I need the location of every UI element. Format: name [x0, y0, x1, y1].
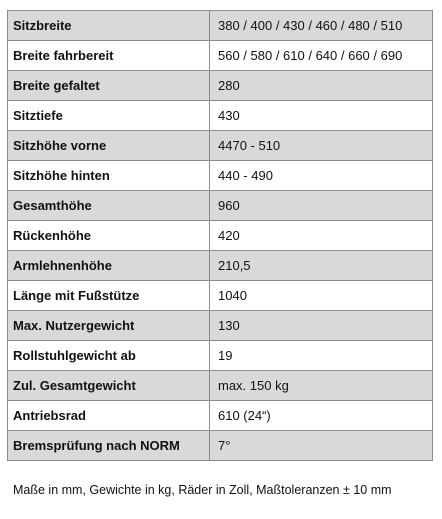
spec-value: 1040: [210, 281, 433, 311]
spec-value: 280: [210, 71, 433, 101]
spec-label: Breite fahrbereit: [8, 41, 210, 71]
spec-value: 440 - 490: [210, 161, 433, 191]
table-row: [8, 221, 433, 251]
spec-value: 560 / 580 / 610 / 640 / 660 / 690: [210, 41, 433, 71]
table-row: [8, 281, 433, 311]
table-row: [8, 191, 433, 221]
spec-value: 7°: [210, 431, 433, 461]
spec-label: Sitzhöhe vorne: [8, 131, 210, 161]
footnote: Maße in mm, Gewichte in kg, Räder in Zoll, Maßtoleranzen ± 10 mm: [13, 483, 392, 497]
table-row: [8, 251, 433, 281]
spec-value: 610 (24“): [210, 401, 433, 431]
spec-value: 430: [210, 101, 433, 131]
spec-label: Antriebsrad: [8, 401, 210, 431]
spec-label: Sitzbreite: [8, 11, 210, 41]
spec-label: Zul. Gesamtgewicht: [8, 371, 210, 401]
spec-label: Rückenhöhe: [8, 221, 210, 251]
spec-label: Sitzhöhe hinten: [8, 161, 210, 191]
spec-value: 130: [210, 311, 433, 341]
spec-value: 4470 - 510: [210, 131, 433, 161]
table-row: [8, 101, 433, 131]
table-row: [8, 131, 433, 161]
table-row: [8, 71, 433, 101]
table-row: [8, 401, 433, 431]
spec-value: 210,5: [210, 251, 433, 281]
spec-value: 19: [210, 341, 433, 371]
table-row: [8, 371, 433, 401]
spec-table: [7, 10, 433, 461]
spec-label: Bremsprüfung nach NORM: [8, 431, 210, 461]
spec-value: 420: [210, 221, 433, 251]
table-row: [8, 41, 433, 71]
table-row: [8, 341, 433, 371]
spec-label: Breite gefaltet: [8, 71, 210, 101]
spec-label: Max. Nutzergewicht: [8, 311, 210, 341]
table-row: [8, 431, 433, 461]
spec-value: max. 150 kg: [210, 371, 433, 401]
spec-label: Armlehnenhöhe: [8, 251, 210, 281]
spec-value: 960: [210, 191, 433, 221]
table-row: [8, 311, 433, 341]
spec-label: Länge mit Fußstütze: [8, 281, 210, 311]
table-row: [8, 11, 433, 41]
table-row: [8, 161, 433, 191]
spec-label: Gesamthöhe: [8, 191, 210, 221]
spec-label: Rollstuhlgewicht ab: [8, 341, 210, 371]
spec-label: Sitztiefe: [8, 101, 210, 131]
spec-value: 380 / 400 / 430 / 460 / 480 / 510: [210, 11, 433, 41]
